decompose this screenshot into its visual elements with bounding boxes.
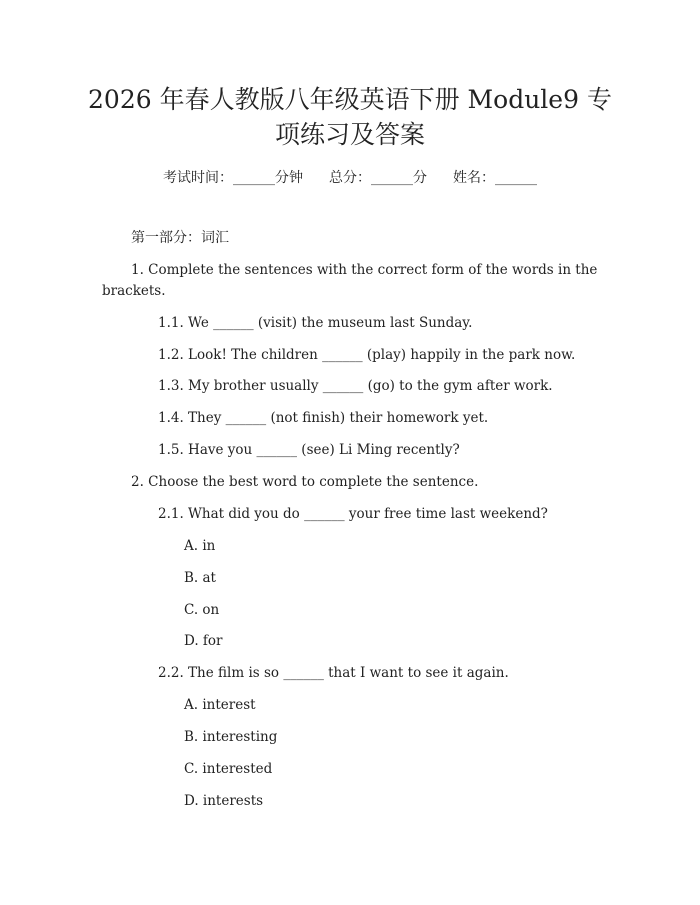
question-2-1-option-c: C. on — [184, 602, 220, 618]
question-1-5: 1.5. Have you ______ (see) Li Ming recently? — [158, 442, 460, 458]
exam-time-label: 考试时间：______分钟 — [163, 170, 303, 186]
question-1-3: 1.3. My brother usually ______ (go) to the gym after work. — [158, 378, 553, 394]
question-2-1-option-b: B. at — [184, 570, 216, 586]
question-1-stem-line-2: brackets. — [102, 283, 166, 299]
document-title-line-1: 2026 年春人教版八年级英语下册 Module9 专 — [88, 85, 612, 114]
student-name-label: 姓名：______ — [453, 170, 537, 186]
question-2-2-option-b: B. interesting — [184, 729, 278, 745]
question-2-1: 2.1. What did you do ______ your free time last weekend? — [158, 506, 548, 522]
section-heading: 第一部分：词汇 — [131, 230, 229, 246]
question-2-1-option-a: A. in — [184, 538, 216, 554]
question-1-2: 1.2. Look! The children ______ (play) happily in the park now. — [158, 347, 576, 363]
question-2-stem: 2. Choose the best word to complete the sentence. — [131, 474, 479, 490]
question-1-stem-line-1: 1. Complete the sentences with the correct form of the words in the — [131, 262, 598, 278]
document-title-line-2: 项练习及答案 — [274, 120, 425, 149]
question-1-4: 1.4. They ______ (not finish) their homework yet. — [158, 410, 489, 426]
question-1-1: 1.1. We ______ (visit) the museum last Sunday. — [158, 315, 473, 331]
question-2-2-option-d: D. interests — [184, 793, 264, 809]
exam-info — [0, 166, 700, 190]
question-2-2-option-a: A. interest — [184, 697, 256, 713]
question-2-2: 2.2. The film is so ______ that I want to see it again. — [158, 665, 509, 681]
question-2-2-option-c: C. interested — [184, 761, 273, 777]
total-score-label: 总分：______分 — [329, 170, 427, 186]
question-2-1-option-d: D. for — [184, 633, 223, 649]
